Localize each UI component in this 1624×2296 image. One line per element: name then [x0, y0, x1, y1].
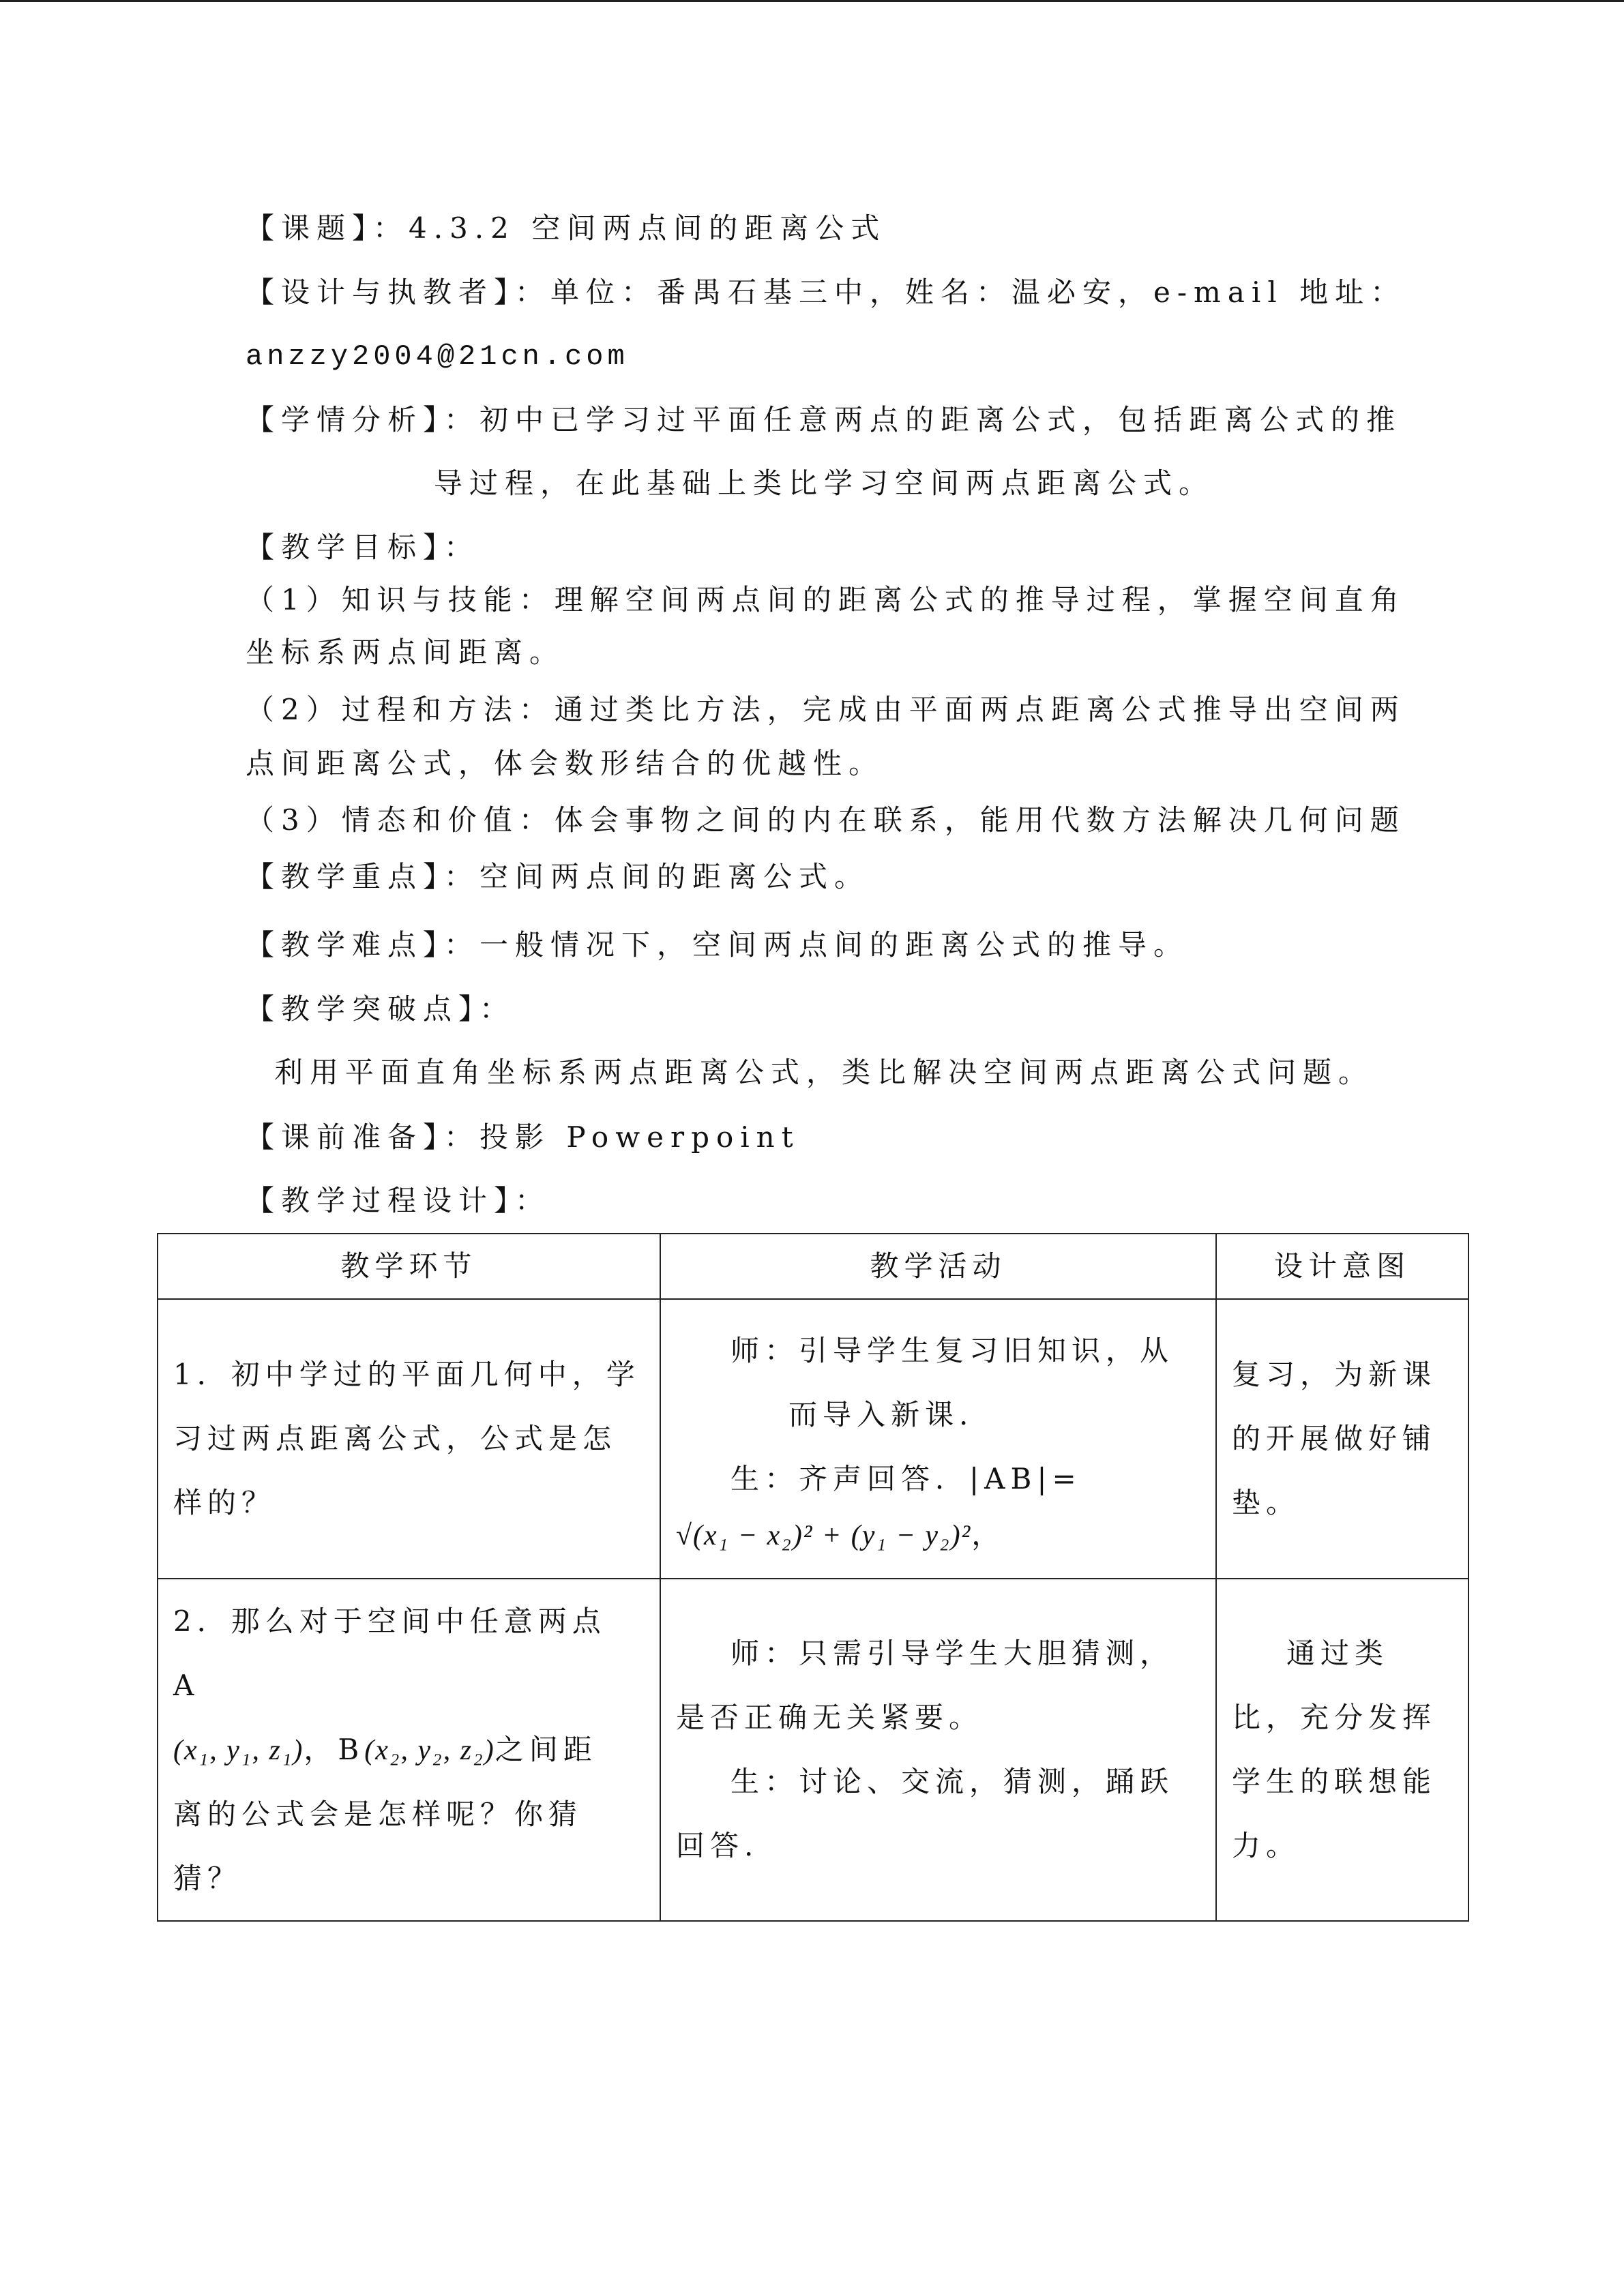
- point-b-coords: (x₂, y₂, z₂): [364, 1734, 495, 1766]
- row2-intent-line: 力。: [1232, 1829, 1301, 1862]
- row2-stage-line: 猜？: [173, 1861, 242, 1895]
- page-top-border: [0, 0, 1624, 2]
- row2-intent: [1216, 1579, 1468, 1921]
- lesson-process-table: [157, 1233, 1469, 1922]
- analysis-line-cont: 导过程，在此基础上类比学习空间两点距离公式。: [434, 466, 1215, 500]
- row2-student-line: 生：讨论、交流，猜测，踊跃: [730, 1765, 1175, 1798]
- point-a-coords: (x₁, y₁, z₁): [173, 1734, 304, 1766]
- topic-line: 【课题】：4.3.2 空间两点间的距离公式: [246, 211, 887, 245]
- goal-2-line: （2）过程和方法：通过类比方法，完成由平面两点距离公式推导出空间两: [246, 693, 1406, 726]
- row1-stage-line: 1．初中学过的平面几何中，学: [173, 1358, 640, 1391]
- row2-stage: [158, 1579, 660, 1921]
- analysis-line: 【学情分析】：初中已学习过平面任意两点的距离公式，包括距离公式的推: [246, 403, 1402, 436]
- row2-teacher-line: 师：只需引导学生大胆猜测，: [730, 1637, 1175, 1670]
- row1-teacher-line-cont: 而导入新课.: [788, 1397, 974, 1431]
- goal-1-line-cont: 坐标系两点间距离。: [246, 636, 565, 669]
- designer-line: 【设计与执教者】：单位：番禺石基三中，姓名：温必安，e-mail 地址：: [246, 275, 1406, 309]
- goals-title: 【教学目标】：: [246, 531, 480, 564]
- table-row: [158, 1299, 1468, 1579]
- header-intent: 设计意图: [1216, 1234, 1468, 1299]
- row2-stage-line: [173, 1718, 645, 1783]
- row2-activity: [660, 1579, 1216, 1921]
- row1-teacher-line: 师：引导学生复习旧知识，从: [730, 1333, 1175, 1367]
- row1-intent: [1216, 1299, 1468, 1579]
- distance-formula: √(x₁ − x₂)² + (y₁ − y₂)²: [676, 1519, 972, 1551]
- row1-stage-line: 习过两点距离公式，公式是怎: [173, 1422, 617, 1455]
- breakthrough-title: 【教学突破点】：: [246, 992, 516, 1026]
- key-point: 【教学重点】：空间两点间的距离公式。: [246, 860, 870, 893]
- row2-intent-line: 通过类: [1286, 1637, 1389, 1670]
- point-b-label: ，B: [304, 1732, 365, 1766]
- row1-stage-line: 样的？: [173, 1486, 276, 1519]
- row2-stage-line: 离的公式会是怎样呢？你猜: [173, 1797, 583, 1831]
- row2-stage-tail: 之间距: [494, 1732, 597, 1766]
- difficulty: 【教学难点】：一般情况下，空间两点间的距离公式的推导。: [246, 928, 1190, 961]
- row1-intent-line: 的开展做好铺: [1232, 1422, 1437, 1455]
- preparation: 【课前准备】：投影 Powerpoint: [246, 1120, 800, 1154]
- row1-student-line: 生：齐声回答．|AB|=: [730, 1461, 1082, 1495]
- row2-intent-line: 学生的联想能: [1232, 1765, 1437, 1798]
- goal-3-line: （3）情态和价值：体会事物之间的内在联系，能用代数方法解决几何问题: [246, 803, 1406, 837]
- breakthrough-text: 利用平面直角坐标系两点距离公式，类比解决空间两点距离公式问题。: [274, 1056, 1374, 1089]
- row2-student-line-cont: 回答.: [676, 1829, 759, 1862]
- row1-intent-line: 垫。: [1232, 1486, 1301, 1519]
- row1-stage: [158, 1299, 660, 1579]
- row2-intent-line: 比，充分发挥: [1232, 1701, 1437, 1734]
- goal-2-line-cont: 点间距离公式，体会数形结合的优越性。: [246, 747, 885, 780]
- row1-formula-line: [676, 1511, 1200, 1560]
- designer-email: anzzy2004@21cn.com: [246, 340, 629, 373]
- header-activity: 教学活动: [660, 1234, 1216, 1299]
- goal-1-line: （1）知识与技能：理解空间两点间的距离公式的推导过程，掌握空间直角: [246, 583, 1406, 616]
- table-header-row: [158, 1234, 1468, 1299]
- table-row: [158, 1579, 1468, 1921]
- row2-stage-line: 2．那么对于空间中任意两点 A: [173, 1604, 606, 1702]
- formula-comma: ，: [971, 1517, 1006, 1551]
- row2-teacher-line-cont: 是否正确无关紧要。: [676, 1701, 984, 1734]
- row1-intent-line: 复习，为新课: [1232, 1358, 1437, 1391]
- header-stage: 教学环节: [158, 1234, 660, 1299]
- row1-activity: [660, 1299, 1216, 1579]
- process-title: 【教学过程设计】：: [246, 1184, 551, 1217]
